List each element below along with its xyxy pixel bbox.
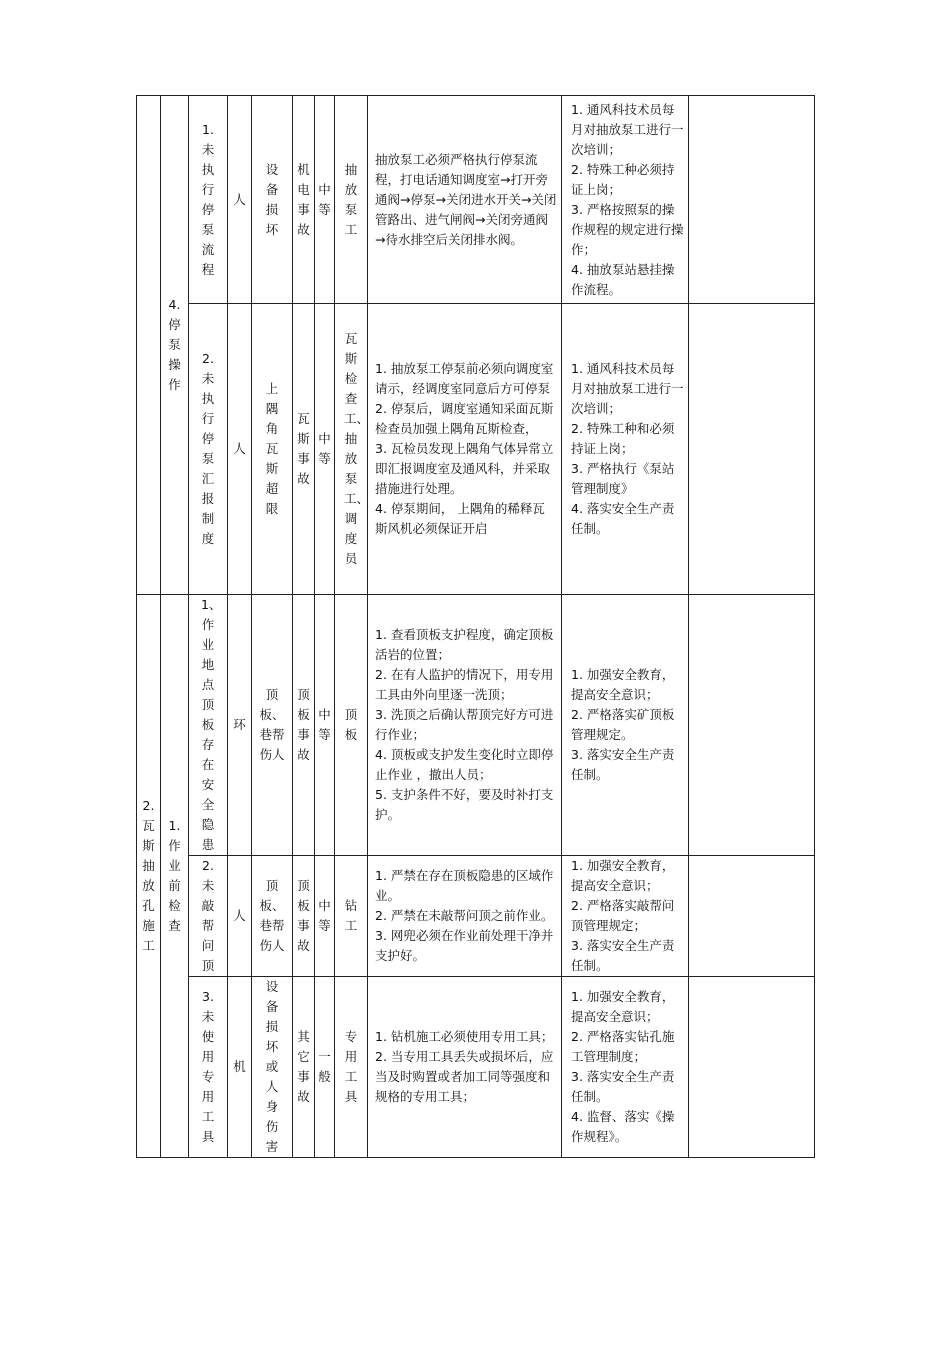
type-cell [228,856,252,977]
table-row [137,856,815,977]
responsible-cell [335,595,368,856]
measures-cell: 1. 抽放泵工停泵前必须向调度室请示，经调度室同意后方可停泵 2. 停泵后，调度室通知采面瓦斯检查员加强上隅角瓦斯检查， 3. 瓦检员发现上隅角气体异常立即汇报调度室及通风科，并采取措施进行处理。 4. 停泵期间， 上隅角的稀释瓦斯风机必须保证开启 [368,304,562,595]
level-cell [315,96,335,304]
item-cell-empty [137,96,161,595]
accident-text: 顶板事故 [297,878,310,953]
consequence-cell [252,856,293,977]
measures-cell: 1. 钻机施工必须使用专用工具； 2. 当专用工具丢失或损坏后，应当及时购置或者加工同等强度和规格的专用工具； [368,977,562,1158]
table-row [137,977,815,1158]
management-cell: 1. 加强安全教育，提高安全意识； 2. 严格落实钻孔施工管理制度； 3. 落实安全生产责任制。 4. 监督、落实《操作规程》。 [562,977,689,1158]
type-text: 机 [233,1059,246,1074]
management-cell: 1. 通风科技术员每月对抽放泵工进行一次培训； 2. 特殊工种必须持证上岗； 3. 严格按照泵的操作规程的规定进行操作； 4. 抽放泵站悬挂操作流程。 [562,96,689,304]
management-cell: 1. 加强安全教育，提高安全意识； 2. 严格落实矿顶板管理规定。 3. 落实安全生产责任制。 [562,595,689,856]
remarks-cell [689,977,815,1158]
responsible-text: 瓦斯检查工、抽放泵工、调度员 [344,331,370,566]
responsible-cell [335,977,368,1158]
consequence-text: 设备损坏或人身伤害 [265,979,279,1154]
hazard-cell [189,304,228,595]
measures-cell: 1. 查看顶板支护程度，确定顶板活岩的位置； 2. 在有人监护的情况下，用专用工具由外向里逐一洗顶； 3. 洗顶之后确认帮顶完好方可进行作业； 4. 顶板或支护发生变化时立即停止作业 ，撤出人员； 5. 支护条件不好，要及时补打支护。 [368,595,562,856]
level-text: 中等 [318,431,331,466]
accident-cell [293,595,315,856]
item-cell [137,595,161,1158]
level-text: 中等 [318,707,331,742]
table-row [137,595,815,856]
measures-cell: 1. 严禁在存在顶板隐患的区域作业。 2. 严禁在未敲帮问顶之前作业。 3. 网兜必须在作业前处理干净并支护好。 [368,856,562,977]
hazard-cell [189,856,228,977]
type-text: 人 [233,191,246,207]
risk-table [136,95,815,1158]
type-cell [228,304,252,595]
accident-text: 其它事故 [297,1029,310,1104]
hazard-text: 3.未使用专用工具 [201,989,215,1144]
item-label: 2.瓦斯抽放孔施工 [142,798,155,953]
remarks-cell [689,856,815,977]
type-text: 人 [233,908,246,923]
hazard-cell [189,977,228,1158]
table-row [137,96,815,304]
accident-cell [293,977,315,1158]
consequence-cell [252,977,293,1158]
hazard-text: 1、作业地点顶板存在安全隐患 [201,597,222,852]
consequence-text: 设备损坏 [265,161,279,237]
hazard-cell [189,595,228,856]
level-text: 中等 [318,181,331,217]
management-cell: 1. 加强安全教育，提高安全意识； 2. 严格落实敲帮问顶管理规定； 3. 落实安全生产责任制。 [562,856,689,977]
level-text: 中等 [318,898,331,933]
remarks-cell [689,595,815,856]
hazard-text: 1.未执行停泵流程 [201,121,215,277]
consequence-cell [252,595,293,856]
level-cell [315,304,335,595]
consequence-cell [252,96,293,304]
step-cell [161,595,189,1158]
step-cell [161,96,189,595]
consequence-text: 顶板、巷帮伤人 [259,687,285,762]
accident-cell [293,96,315,304]
hazard-text: 2.未敲帮问顶 [201,858,215,973]
remarks-cell [689,96,815,304]
type-text: 环 [233,717,246,732]
step-label: 1.作业前检查 [168,818,181,933]
responsible-cell [335,96,368,304]
step-label: 4.停泵操作 [168,297,181,392]
accident-text: 机电事故 [297,161,310,237]
responsible-text: 专用工具 [344,1029,358,1104]
accident-cell [293,856,315,977]
responsible-text: 钻工 [344,898,358,933]
measures-cell: 抽放泵工必须严格执行停泵流程，打电话通知调度室→打开旁通阀→停泵→关闭进水开关→关闭管路出、进气闸阀→关闭旁通阀→待水排空后关闭排水阀。 [368,96,562,304]
type-cell [228,595,252,856]
type-cell [228,977,252,1158]
level-cell [315,856,335,977]
level-cell [315,595,335,856]
type-cell [228,96,252,304]
responsible-text: 抽放泵工 [344,161,358,237]
responsible-cell [335,304,368,595]
type-text: 人 [233,441,246,456]
responsible-text: 顶板 [344,707,358,742]
consequence-cell [252,304,293,595]
consequence-text: 顶板、巷帮伤人 [259,878,285,953]
consequence-text: 上隅角瓦斯超限 [265,381,279,516]
management-cell: 1. 通风科技术员每月对抽放泵工进行一次培训； 2. 特殊工种和必须持证上岗； 3. 严格执行《泵站管理制度》 4. 落实安全生产责任制。 [562,304,689,595]
accident-text: 瓦斯事故 [297,411,310,486]
level-cell [315,977,335,1158]
responsible-cell [335,856,368,977]
accident-cell [293,304,315,595]
accident-text: 顶板事故 [297,687,310,762]
hazard-text: 2.未执行停泵汇报制度 [201,351,215,546]
level-text: 一般 [318,1049,331,1084]
remarks-cell [689,304,815,595]
table-row [137,304,815,595]
hazard-cell [189,96,228,304]
